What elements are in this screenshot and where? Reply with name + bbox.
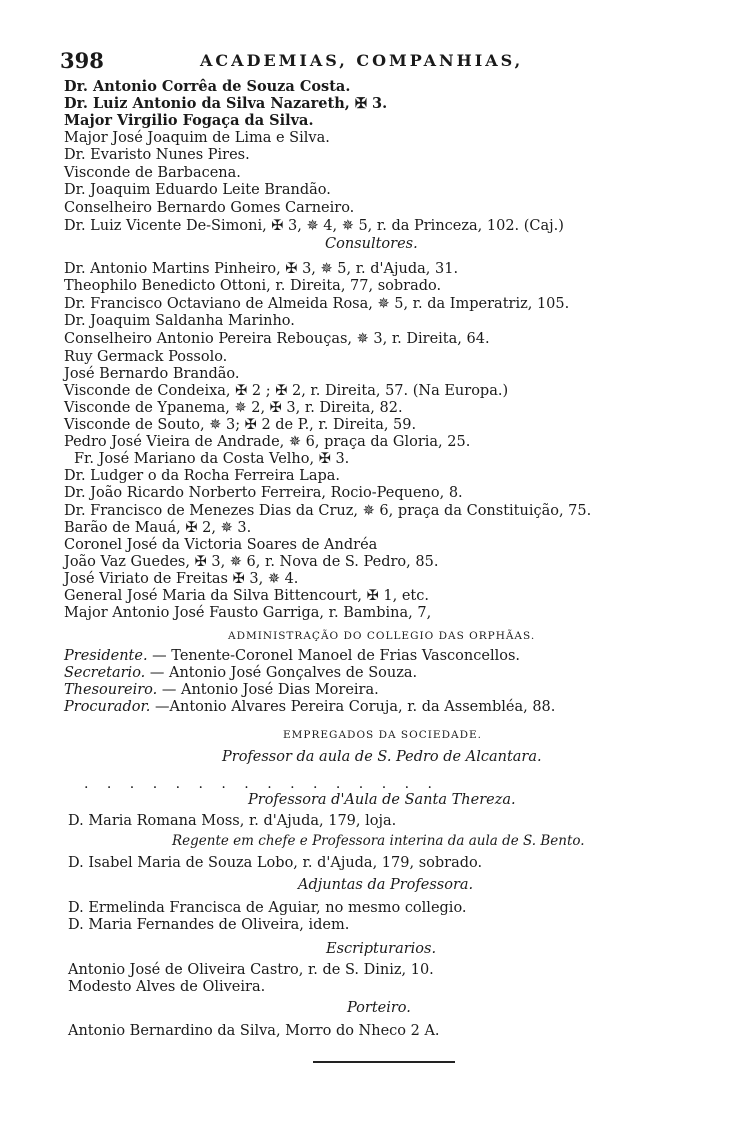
regente-heading: Regente em chefe e Professora interina da aula de S. Bento.	[172, 833, 585, 849]
admin-name: — Tenente-Coronel Manoel de Frias Vasconcellos.	[147, 648, 520, 664]
consultor-line: Dr. Ludger o da Rocha Ferreira Lapa.	[64, 468, 340, 484]
consultor-line: Ruy Germack Possolo.	[64, 349, 228, 365]
adjuntas-heading: Adjuntas da Professora.	[298, 877, 474, 893]
consultor-line: Conselheiro Antonio Pereira Rebouças, ✵ 3, r. Direita, 64.	[64, 331, 490, 347]
admin-name: — Antonio José Gonçalves de Souza.	[145, 665, 418, 681]
consultor-line: General José Maria da Silva Bittencourt, ✠ 1, etc.	[64, 588, 429, 604]
consultor-line: Dr. João Ricardo Norberto Ferreira, Rocio-Pequeno, 8.	[64, 485, 463, 501]
porteiro-line: Antonio Bernardino da Silva, Morro do Nheco 2 A.	[68, 1023, 440, 1039]
admin-line	[64, 648, 520, 665]
dotted-leader: . . . . . . . . . . . . . . . .	[84, 776, 439, 792]
consultor-line: Visconde de Ypanema, ✵ 2, ✠ 3, r. Direita, 82.	[64, 400, 403, 416]
admin-name: —Antonio Alvares Pereira Coruja, r. da Assembléa, 88.	[150, 699, 556, 715]
closing-rule	[313, 1061, 455, 1063]
member-line: Dr. Evaristo Nunes Pires.	[64, 147, 250, 163]
consultor-line: Visconde de Souto, ✵ 3; ✠ 2 de P., r. Direita, 59.	[64, 417, 417, 433]
admin-role: Presidente.	[64, 648, 148, 664]
regente-line: D. Isabel Maria de Souza Lobo, r. d'Ajuda, 179, sobrado.	[68, 855, 483, 871]
admin-role: Secretario.	[64, 665, 146, 681]
adjunta-line: D. Ermelinda Francisca de Aguiar, no mesmo collegio.	[68, 900, 467, 916]
member-line: Dr. Joaquim Eduardo Leite Brandão.	[64, 182, 331, 198]
member-line: Conselheiro Bernardo Gomes Carneiro.	[64, 200, 355, 216]
member-line: Dr. Antonio Corrêa de Souza Costa.	[64, 78, 351, 95]
consultores-heading: Consultores.	[325, 236, 418, 252]
empregados-heading: EMPREGADOS DA SOCIEDADE.	[283, 729, 482, 741]
professor-heading: Professor da aula de S. Pedro de Alcantara.	[222, 749, 542, 765]
consultor-line: João Vaz Guedes, ✠ 3, ✵ 6, r. Nova de S. Pedro, 85.	[64, 554, 439, 570]
consultor-line: Fr. José Mariano da Costa Velho, ✠ 3.	[74, 451, 350, 467]
administracao-heading: ADMINISTRAÇÃO DO COLLEGIO DAS ORPHÃAS.	[228, 630, 536, 642]
page-number: 398	[60, 48, 104, 73]
admin-name: — Antonio José Dias Moreira.	[157, 682, 379, 698]
consultor-line: Pedro José Vieira de Andrade, ✵ 6, praça da Gloria, 25.	[64, 434, 471, 450]
member-line: Major José Joaquim de Lima e Silva.	[64, 130, 330, 146]
consultor-line: Barão de Mauá, ✠ 2, ✵ 3.	[64, 520, 252, 536]
member-line: Dr. Luiz Vicente De-Simoni, ✠ 3, ✵ 4, ✵ 5, r. da Princeza, 102. (Caj.)	[64, 218, 564, 234]
admin-role: Thesoureiro.	[64, 682, 158, 698]
admin-line	[64, 682, 379, 699]
porteiro-heading: Porteiro.	[347, 1000, 411, 1016]
consultor-line: Dr. Francisco Octaviano de Almeida Rosa, ✵ 5, r. da Imperatriz, 105.	[64, 296, 570, 312]
consultor-line: Theophilo Benedicto Ottoni, r. Direita, 77, sobrado.	[64, 278, 442, 294]
consultor-line: Coronel José da Victoria Soares de Andréa	[64, 537, 378, 553]
member-line: Dr. Luiz Antonio da Silva Nazareth, ✠ 3.	[64, 95, 388, 112]
admin-line	[64, 699, 555, 716]
professora-heading: Professora d'Aula de Santa Thereza.	[248, 792, 516, 808]
member-line: Major Virgilio Fogaça da Silva.	[64, 112, 314, 129]
running-title: ACADEMIAS, COMPANHIAS,	[200, 51, 524, 70]
professora-line: D. Maria Romana Moss, r. d'Ajuda, 179, loja.	[68, 813, 397, 829]
member-line: Visconde de Barbacena.	[64, 165, 241, 181]
admin-line	[64, 665, 417, 682]
running-header	[60, 48, 677, 72]
consultor-line: Dr. Antonio Martins Pinheiro, ✠ 3, ✵ 5, r. d'Ajuda, 31.	[64, 261, 459, 277]
adjunta-line: D. Maria Fernandes de Oliveira, idem.	[68, 917, 350, 933]
escripturario-line: Antonio José de Oliveira Castro, r. de S. Diniz, 10.	[68, 962, 434, 978]
escripturarios-heading: Escripturarios.	[326, 941, 437, 957]
consultor-line: Major Antonio José Fausto Garriga, r. Bambina, 7,	[64, 605, 432, 621]
consultor-line: Dr. Joaquim Saldanha Marinho.	[64, 313, 295, 329]
consultor-line: José Bernardo Brandão.	[64, 366, 240, 382]
escripturario-line: Modesto Alves de Oliveira.	[68, 979, 266, 995]
consultor-line: Dr. Francisco de Menezes Dias da Cruz, ✵ 6, praça da Constituição, 75.	[64, 503, 592, 519]
consultor-line: José Viriato de Freitas ✠ 3, ✵ 4.	[64, 571, 299, 587]
admin-role: Procurador.	[64, 699, 151, 715]
consultor-line: Visconde de Condeixa, ✠ 2 ; ✠ 2, r. Direita, 57. (Na Europa.)	[64, 383, 509, 399]
